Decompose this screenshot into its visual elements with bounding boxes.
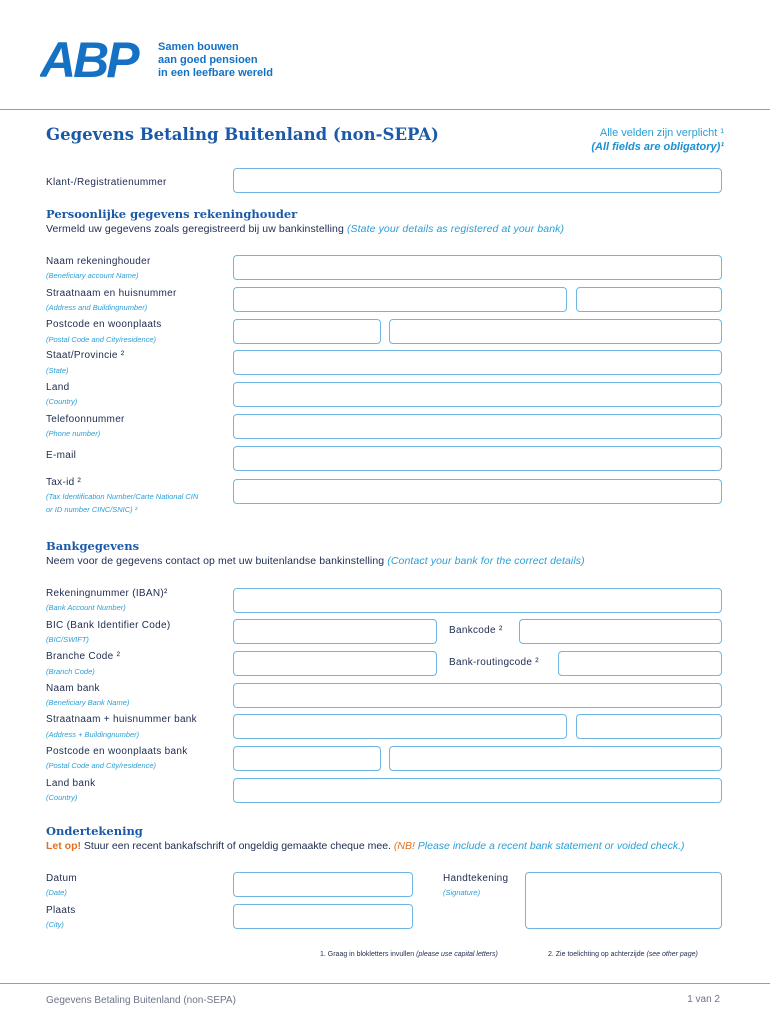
signature-sub: (Signature)	[443, 888, 481, 897]
signature-label: Handtekening	[443, 873, 509, 884]
client-number-label: Klant-/Registratienummer	[46, 177, 167, 188]
personal-instruction-en: (State your details as registered at your bank)	[346, 223, 565, 235]
brand-tagline	[158, 41, 273, 80]
bank-country-sub: (Country)	[46, 793, 78, 802]
state-sub: (State)	[46, 366, 69, 375]
postcode-input[interactable]	[233, 319, 381, 344]
tagline-line-3: in een leefbare wereld	[158, 67, 273, 79]
bank-street-label: Straatnaam + huisnummer bank	[46, 714, 197, 725]
place-sub: (City)	[46, 920, 64, 929]
country-sub: (Country)	[46, 397, 78, 406]
personal-section-instruction	[46, 223, 564, 235]
bank-postcode-sub: (Postal Code and City/residence)	[46, 761, 157, 770]
street-label: Straatnaam en huisnummer	[46, 288, 177, 299]
date-label: Datum	[46, 873, 77, 884]
bank-name-sub: (Beneficiary Bank Name)	[46, 698, 130, 707]
email-label: E-mail	[46, 450, 77, 461]
place-input[interactable]	[233, 904, 413, 929]
footer-document-name: Gegevens Betaling Buitenland (non-SEPA)	[46, 995, 236, 1006]
warning-text-en: Please include a recent bank statement or voided check.)	[414, 840, 685, 852]
bank-street-input[interactable]	[233, 714, 567, 739]
bic-label: BIC (Bank Identifier Code)	[46, 620, 171, 631]
footnote-1-en: (please use capital letters)	[416, 951, 498, 958]
bank-country-input[interactable]	[233, 778, 722, 803]
state-input[interactable]	[233, 350, 722, 375]
required-notice	[591, 126, 724, 154]
attachment-warning	[46, 840, 685, 852]
footer-page-number: 1 van 2	[687, 994, 720, 1005]
state-label: Staat/Provincie ²	[46, 350, 125, 361]
bank-postcode-input[interactable]	[233, 746, 381, 771]
bank-city-input[interactable]	[389, 746, 722, 771]
taxid-sub-1: (Tax Identification Number/Carte National CIN	[46, 492, 199, 501]
bank-name-input[interactable]	[233, 683, 722, 708]
bank-name-label: Naam bank	[46, 683, 100, 694]
city-input[interactable]	[389, 319, 722, 344]
date-input[interactable]	[233, 872, 413, 897]
phone-label: Telefoonnummer	[46, 414, 125, 425]
abp-logo	[40, 35, 152, 81]
bank-instruction-nl: Neem voor de gegevens contact op met uw buitenlandse bankinstelling	[46, 555, 388, 567]
bank-section-instruction	[46, 555, 585, 567]
bank-section-heading: Bankgegevens	[46, 539, 140, 553]
page-title: Gegevens Betaling Buitenland (non-SEPA)	[46, 125, 439, 144]
street-input[interactable]	[233, 287, 567, 312]
personal-instruction-nl: Vermeld uw gegevens zoals geregistreerd bij uw bankinstelling	[46, 223, 347, 235]
signing-section-heading: Ondertekening	[46, 824, 143, 838]
iban-label: Rekeningnummer (IBAN)²	[46, 588, 168, 599]
branch-code-label: Branche Code ²	[46, 651, 121, 662]
footer-divider	[0, 983, 770, 984]
country-input[interactable]	[233, 382, 722, 407]
email-input[interactable]	[233, 446, 722, 471]
phone-sub: (Phone number)	[46, 429, 101, 438]
iban-input[interactable]	[233, 588, 722, 613]
place-label: Plaats	[46, 905, 76, 916]
house-number-input[interactable]	[576, 287, 722, 312]
branch-code-sub: (Branch Code)	[46, 667, 95, 676]
warning-label: Let op!	[46, 840, 81, 852]
routing-code-label: Bank-routingcode ²	[449, 657, 539, 668]
bank-instruction-en: (Contact your bank for the correct details)	[387, 555, 585, 567]
warning-text-nl: Stuur een recent bankafschrift of ongeldig gemaakte cheque mee.	[81, 840, 394, 852]
account-holder-name-input[interactable]	[233, 255, 722, 280]
personal-section-heading: Persoonlijke gegevens rekeninghouder	[46, 207, 298, 221]
bic-sub: (BIC/SWIFT)	[46, 635, 89, 644]
bankcode-label: Bankcode ²	[449, 625, 503, 636]
routing-code-input[interactable]	[558, 651, 722, 676]
iban-sub: (Bank Account Number)	[46, 603, 126, 612]
bic-input[interactable]	[233, 619, 437, 644]
taxid-input[interactable]	[233, 479, 722, 504]
street-sub: (Address and Buildingnumber)	[46, 303, 148, 312]
date-sub: (Date)	[46, 888, 67, 897]
bank-street-sub: (Address + Buildingnumber)	[46, 730, 140, 739]
tagline-line-1: Samen bouwen	[158, 41, 239, 53]
account-holder-name-label: Naam rekeninghouder	[46, 256, 151, 267]
bank-house-number-input[interactable]	[576, 714, 722, 739]
taxid-sub-2: or ID number CINC/SNIC) ²	[46, 505, 138, 514]
header-divider	[0, 109, 770, 110]
required-notice-nl: Alle velden zijn verplicht ¹	[599, 127, 724, 139]
bank-country-label: Land bank	[46, 778, 96, 789]
bankcode-input[interactable]	[519, 619, 722, 644]
phone-input[interactable]	[233, 414, 722, 439]
taxid-label: Tax-id ²	[46, 477, 82, 488]
warning-nb: (NB!	[393, 840, 415, 852]
branch-code-input[interactable]	[233, 651, 437, 676]
required-notice-en: (All fields are obligatory)¹	[591, 141, 724, 153]
footnote-1-text: 1. Graag in blokletters invullen	[320, 951, 417, 958]
client-number-input[interactable]	[233, 168, 722, 193]
footnote-2-text: 2. Zie toelichting op achterzijde	[548, 951, 647, 958]
bank-postcode-label: Postcode en woonplaats bank	[46, 746, 188, 757]
postcode-sub: (Postal Code and City/residence)	[46, 335, 157, 344]
signature-box[interactable]	[525, 872, 722, 929]
logo-text: ABP	[40, 35, 137, 81]
tagline-line-2: aan goed pensioen	[158, 54, 258, 66]
postcode-label: Postcode en woonplaats	[46, 319, 162, 330]
country-label: Land	[46, 382, 70, 393]
account-holder-name-sub: (Beneficiary account Name)	[46, 271, 139, 280]
footnote-2	[548, 951, 698, 958]
footnote-1	[320, 951, 498, 958]
footnote-2-en: (see other page)	[646, 951, 698, 958]
